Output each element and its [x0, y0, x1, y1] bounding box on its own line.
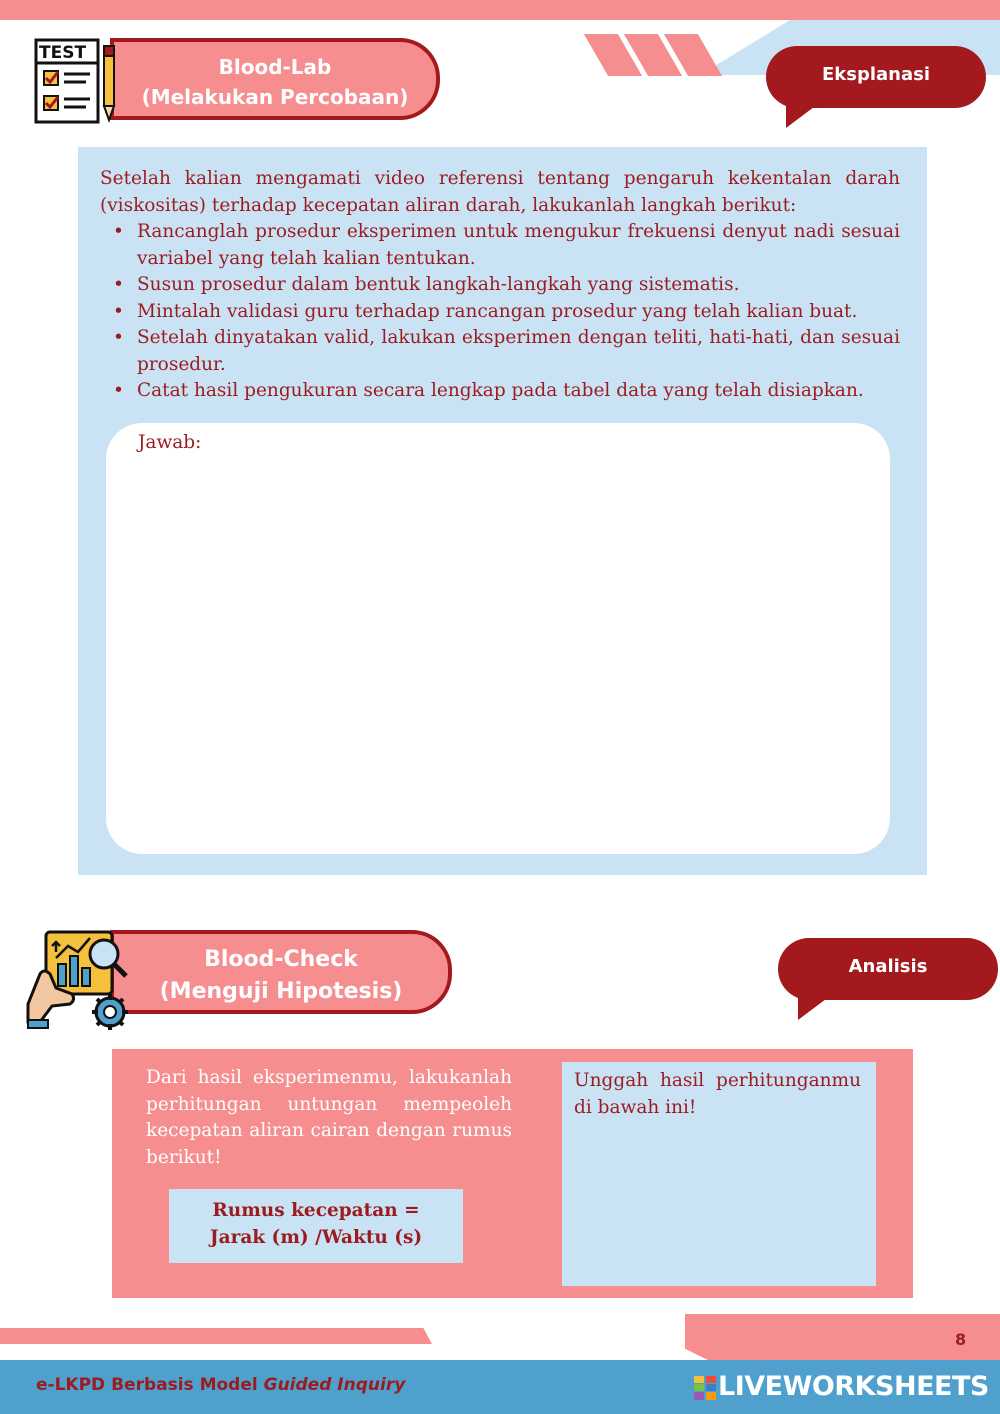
- liveworksheets-logo-icon: [694, 1376, 716, 1400]
- list-item: • Setelah dinyatakan valid, lakukan eksperimen dengan teliti, hati-hati, dan sesuai prosedur.: [100, 325, 900, 378]
- footer-caption-italic: Guided Inquiry: [263, 1375, 406, 1395]
- liveworksheets-brand[interactable]: LIVEWORKSHEETS: [718, 1371, 989, 1402]
- footer-caption-plain: e-LKPD Berbasis Model: [36, 1375, 264, 1395]
- section-title: Blood-Lab: [218, 55, 332, 79]
- analysis-chart-icon: [26, 928, 134, 1034]
- svg-text:TEST: TEST: [39, 43, 87, 63]
- list-item: • Catat hasil pengukuran secara lengkap pada tabel data yang telah disiapkan.: [100, 378, 900, 405]
- instructions-text: [100, 166, 900, 405]
- analysis-instruction: Dari hasil eksperimenmu, lakukanlah perhitungan untungan mempeoleh kecepatan aliran cairan dengan rumus berikut!: [146, 1067, 512, 1168]
- formula-line: Rumus kecepatan =: [212, 1200, 420, 1221]
- list-item: • Mintalah validasi guru terhadap rancangan prosedur yang telah kalian buat.: [100, 299, 900, 326]
- answer-input-area[interactable]: [106, 423, 890, 854]
- upload-prompt: Unggah hasil perhitunganmu di bawah ini!: [574, 1070, 861, 1118]
- answer-label: Jawab:: [138, 432, 202, 453]
- tag-eksplanasi: Eksplanasi: [766, 46, 986, 108]
- formula-line: Jarak (m) /Waktu (s): [209, 1226, 423, 1248]
- instructions-intro: Setelah kalian mengamati video referensi tentang pengaruh kekentalan darah (viskositas) terhadap kecepatan aliran darah, lakukanlah langkah berikut:: [100, 168, 900, 216]
- section-subtitle: (Menguji Hipotesis): [159, 979, 403, 1004]
- section-subtitle: (Melakukan Percobaan): [141, 85, 409, 109]
- section-header-blood-lab: [110, 38, 440, 120]
- list-item: • Susun prosedur dalam bentuk langkah-langkah yang sistematis.: [100, 272, 900, 299]
- bottom-decoration-bar: [0, 1328, 432, 1344]
- footer-caption: [36, 1372, 405, 1398]
- section-title: Blood-Check: [204, 947, 358, 972]
- test-checklist-icon: [34, 38, 120, 126]
- page-number: 8: [955, 1330, 967, 1349]
- bubble-tail: [798, 990, 838, 1020]
- steps-list: [100, 219, 900, 405]
- formula-box: [169, 1189, 463, 1263]
- bubble-tail: [786, 98, 826, 128]
- list-item: • Rancanglah prosedur eksperimen untuk mengukur frekuensi denyut nadi sesuai variabel yang telah kalian tentukan.: [100, 219, 900, 272]
- top-decoration-bar: [0, 0, 1000, 20]
- tag-analisis: Analisis: [778, 938, 998, 1000]
- section-header-blood-check: [110, 930, 452, 1014]
